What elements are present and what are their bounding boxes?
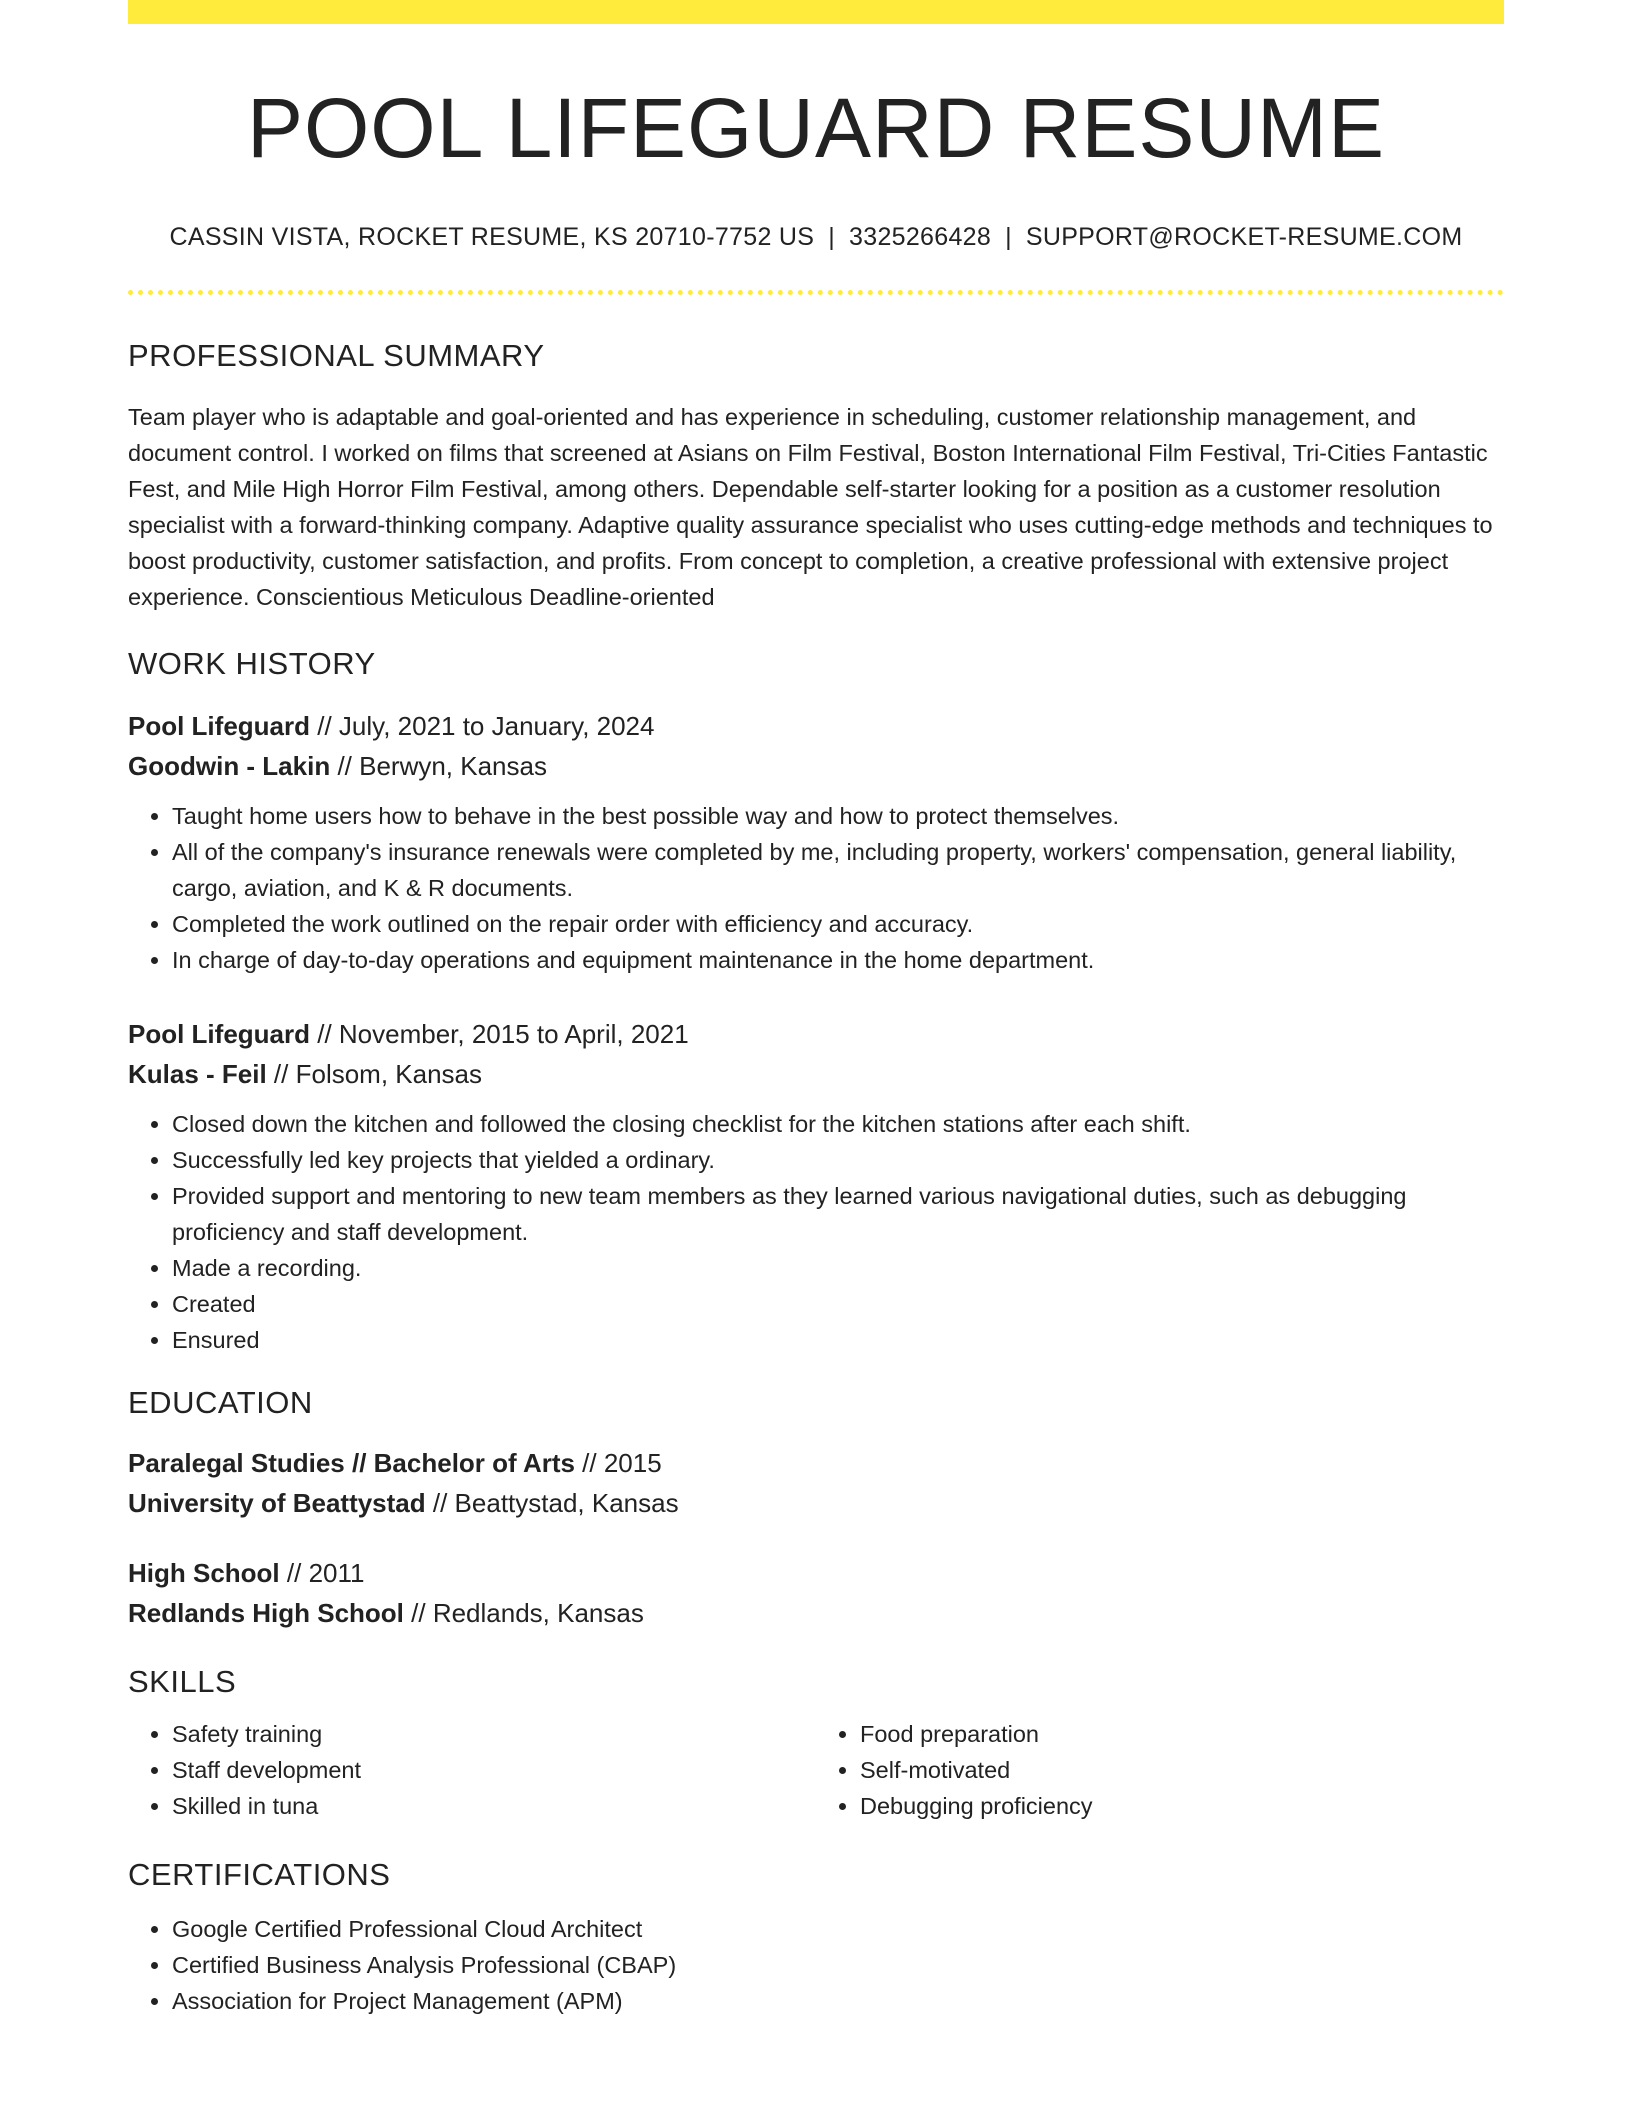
job-entry xyxy=(128,706,1504,978)
job-title-line xyxy=(128,1014,1504,1054)
list-item: • Provided support and mentoring to new team members as they learned various navigational duties, such as debugging proficiency and staff development. xyxy=(172,1178,1504,1250)
education-entry xyxy=(128,1443,1504,1523)
list-item: • Taught home users how to behave in the best possible way and how to protect themselves. xyxy=(172,798,1504,834)
job-company: Kulas - Feil xyxy=(128,1058,267,1089)
list-item: • Successfully led key projects that yielded a ordinary. xyxy=(172,1142,1504,1178)
list-item: • Created xyxy=(172,1286,1504,1322)
education-heading: EDUCATION xyxy=(128,1384,313,1420)
list-item: • Certified Business Analysis Professional (CBAP) xyxy=(172,1947,1504,1983)
education-entry xyxy=(128,1553,1504,1633)
degree-year: // 2015 xyxy=(574,1447,662,1478)
job-title: Pool Lifeguard xyxy=(128,710,310,741)
certifications-list xyxy=(128,1911,1504,2019)
skills-right-list xyxy=(816,1716,1504,1824)
degree: Paralegal Studies // Bachelor of Arts xyxy=(128,1447,575,1478)
list-item: • Closed down the kitchen and followed the closing checklist for the kitchen stations after each shift. xyxy=(172,1106,1504,1142)
summary-heading: PROFESSIONAL SUMMARY xyxy=(128,338,545,374)
list-item: • Google Certified Professional Cloud Architect xyxy=(172,1911,1504,1947)
job-title-line xyxy=(128,706,1504,746)
list-item: • Skilled in tuna xyxy=(172,1788,816,1824)
list-item: • Food preparation xyxy=(860,1716,1504,1752)
job-location: // Folsom, Kansas xyxy=(266,1058,483,1089)
resume-title: POOL LIFEGUARD RESUME xyxy=(246,81,1386,175)
job-company: Goodwin - Lakin xyxy=(128,750,331,781)
list-item: • Debugging proficiency xyxy=(860,1788,1504,1824)
resume-page xyxy=(128,0,1504,2019)
list-item: • In charge of day-to-day operations and equipment maintenance in the home department. xyxy=(172,942,1504,978)
list-item: • Completed the work outlined on the repair order with efficiency and accuracy. xyxy=(172,906,1504,942)
list-item: • Ensured xyxy=(172,1322,1504,1358)
skills-left-list xyxy=(128,1716,816,1824)
school-line xyxy=(128,1483,1504,1523)
dotted-divider xyxy=(128,290,1504,295)
school-location: // Beattystad, Kansas xyxy=(425,1487,679,1518)
job-bullets xyxy=(128,1106,1504,1358)
contact-separator: | xyxy=(828,223,836,252)
job-dates: // July, 2021 to January, 2024 xyxy=(310,710,655,741)
degree: High School xyxy=(128,1557,280,1588)
job-location: // Berwyn, Kansas xyxy=(330,750,547,781)
skills-columns xyxy=(128,1716,1504,1824)
job-entry xyxy=(128,1014,1504,1358)
certifications-heading: CERTIFICATIONS xyxy=(128,1857,391,1893)
contact-phone: 3325266428 xyxy=(849,223,992,252)
school-line xyxy=(128,1593,1504,1633)
list-item: • Association for Project Management (APM) xyxy=(172,1983,1504,2019)
list-item: • All of the company's insurance renewals were completed by me, including property, workers' compensation, general liability, cargo, aviation, and K & R documents. xyxy=(172,834,1504,906)
job-company-line xyxy=(128,746,1504,786)
degree-year: // 2011 xyxy=(279,1557,365,1588)
list-item: • Safety training xyxy=(172,1716,816,1752)
list-item: • Made a recording. xyxy=(172,1250,1504,1286)
school-location: // Redlands, Kansas xyxy=(403,1597,644,1628)
contact-address: CASSIN VISTA, ROCKET RESUME, KS 20710-7752 US xyxy=(169,223,815,252)
job-bullets xyxy=(128,798,1504,978)
school: University of Beattystad xyxy=(128,1487,426,1518)
work-history-heading: WORK HISTORY xyxy=(128,645,376,681)
list-item: • Self-motivated xyxy=(860,1752,1504,1788)
job-dates: // November, 2015 to April, 2021 xyxy=(310,1018,689,1049)
school: Redlands High School xyxy=(128,1597,404,1628)
top-accent-bar xyxy=(128,0,1504,24)
summary-text: Team player who is adaptable and goal-oriented and has experience in scheduling, customer relationship management, and document control. I worked on films that screened at Asians on Film Festival, Boston International Film Festival, Tri-Cities Fantastic Fest, and Mile High Horror Film Festival, among others. Dependable self-starter looking for a position as a customer resolution specialist with a forward-thinking company. Adaptive quality assurance specialist who uses cutting-edge methods and techniques to boost productivity, customer satisfaction, and profits. From concept to completion, a creative professional with extensive project experience. Conscientious Meticulous Deadline-oriented xyxy=(128,403,1493,610)
contact-line xyxy=(128,222,1504,252)
contact-separator: | xyxy=(1005,223,1012,252)
contact-email: SUPPORT@ROCKET-RESUME.COM xyxy=(1025,223,1463,252)
degree-line xyxy=(128,1553,1504,1593)
job-company-line xyxy=(128,1054,1504,1094)
degree-line xyxy=(128,1443,1504,1483)
job-title: Pool Lifeguard xyxy=(128,1018,310,1049)
skills-heading: SKILLS xyxy=(128,1663,237,1699)
list-item: • Staff development xyxy=(172,1752,816,1788)
